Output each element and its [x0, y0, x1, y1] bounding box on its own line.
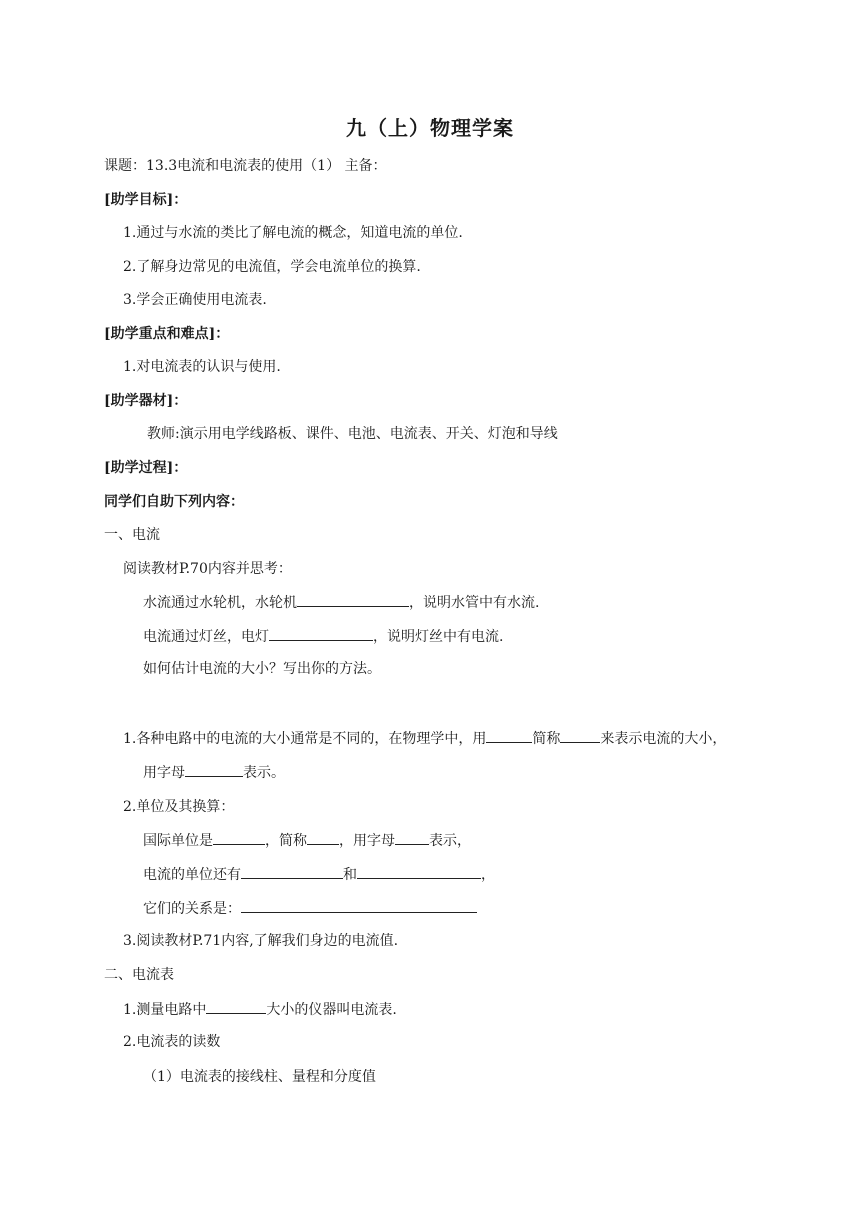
current-analogy-question	[143, 626, 503, 647]
question-text: ，简称	[265, 833, 307, 849]
section-heading: 一、电流	[104, 527, 160, 543]
question-text: 国际单位是	[143, 833, 213, 849]
question-text: 和	[343, 867, 357, 883]
answer-blank[interactable]	[269, 626, 373, 641]
si-unit-question	[143, 830, 471, 851]
answer-blank[interactable]	[486, 728, 532, 743]
water-analogy-question	[143, 592, 539, 613]
current-definition-question	[123, 728, 726, 749]
other-units-question	[143, 864, 495, 885]
answer-blank[interactable]	[297, 592, 409, 607]
goal-item: 3.学会正确使用电流表.	[123, 292, 267, 308]
section-heading: 二、电流表	[104, 967, 174, 983]
question-text: 简称	[532, 731, 561, 747]
question-text: 它们的关系是：	[143, 901, 241, 917]
key-points-heading: [助学重点和难点]：	[104, 326, 230, 342]
answer-blank[interactable]	[241, 864, 343, 879]
page-title: 九（上）物理学案	[346, 116, 514, 140]
ammeter-definition-question	[123, 999, 397, 1020]
ammeter-subitem: （1）电流表的接线柱、量程和分度值	[143, 1069, 376, 1085]
reading-item: 3.阅读教材P.71内容,了解我们身边的电流值.	[123, 933, 399, 949]
answer-blank[interactable]	[185, 762, 243, 777]
question-text: 表示，	[429, 833, 471, 849]
materials-heading: [助学器材]：	[104, 393, 188, 409]
question-text: 来表示电流的大小，	[600, 731, 727, 747]
current-symbol-question	[143, 762, 285, 783]
question-text: 表示。	[243, 765, 285, 781]
answer-blank[interactable]	[307, 830, 339, 845]
question-text: 1.各种电路中的电流的大小通常是不同的，在物理学中，用	[123, 731, 487, 747]
estimate-question: 如何估计电流的大小？写出你的方法。	[143, 661, 381, 677]
key-point-item: 1.对电流表的认识与使用.	[123, 359, 281, 375]
answer-blank[interactable]	[560, 728, 600, 743]
goals-heading: [助学目标]：	[104, 192, 188, 208]
ammeter-reading-heading: 2.电流表的读数	[123, 1034, 221, 1050]
question-text: ，说明灯丝中有电流.	[373, 629, 504, 645]
answer-blank[interactable]	[357, 864, 481, 879]
question-text: 1.测量电路中	[123, 1002, 207, 1018]
question-text: 电流通过灯丝，电灯	[143, 629, 269, 645]
question-text: 电流的单位还有	[143, 867, 241, 883]
process-heading: [助学过程]：	[104, 460, 188, 476]
answer-blank[interactable]	[395, 830, 429, 845]
question-text: 大小的仪器叫电流表.	[266, 1002, 397, 1018]
answer-blank[interactable]	[241, 898, 477, 913]
question-text: ，用字母	[339, 833, 395, 849]
question-text: ，	[481, 867, 495, 883]
process-intro: 同学们自助下列内容：	[104, 494, 244, 510]
subject-line: 课题：13.3电流和电流表的使用（1） 主备：	[104, 158, 387, 174]
answer-blank[interactable]	[213, 830, 265, 845]
goal-item: 1.通过与水流的类比了解电流的概念，知道电流的单位.	[123, 225, 463, 241]
unit-relation-question	[143, 898, 477, 919]
materials-text: 教师:演示用电学线路板、课件、电池、电流表、开关、灯泡和导线	[147, 426, 558, 442]
units-heading: 2.单位及其换算：	[123, 799, 235, 815]
question-text: 用字母	[143, 765, 185, 781]
reading-instruction: 阅读教材P.70内容并思考：	[123, 561, 292, 577]
answer-blank[interactable]	[206, 999, 266, 1014]
question-text: ，说明水管中有水流.	[409, 595, 540, 611]
goal-item: 2.了解身边常见的电流值，学会电流单位的换算.	[123, 259, 421, 275]
question-text: 水流通过水轮机，水轮机	[143, 595, 297, 611]
